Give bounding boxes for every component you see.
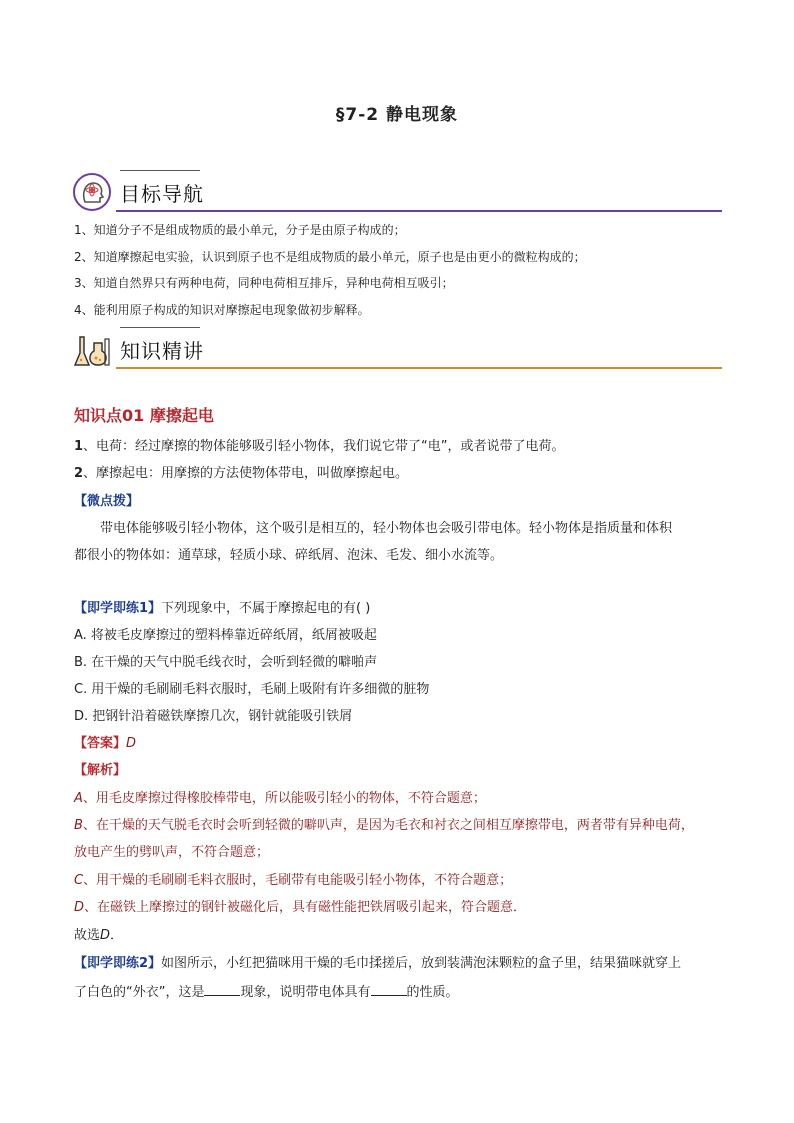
question-text: 了白色的“外衣”，这是: [74, 985, 205, 1000]
section-banner-knowledge: [72, 325, 722, 369]
analysis-letter: D: [74, 900, 85, 915]
question-option: C. 用干燥的毛刷刷毛料衣服时，毛刷上吸附有许多细微的脏物: [74, 682, 430, 697]
analysis-letter: A: [74, 791, 83, 806]
tip-label: 【微点拨】: [74, 494, 140, 509]
analysis-text: 放电产生的劈叭声，不符合题意；: [74, 845, 270, 860]
conclusion-letter: D: [100, 928, 111, 943]
question-text: 下列现象中，不属于摩擦起电的有( ): [161, 601, 371, 616]
analysis-line: [74, 816, 724, 836]
analysis-letter: B: [74, 818, 83, 833]
goal-item: 1、知道分子不是组成物质的最小单元，分子是由原子构成的；: [74, 223, 406, 237]
answer-line: [74, 734, 724, 754]
goal-item: 4、能利用原子构成的知识对摩擦起电现象做初步解释。: [74, 303, 370, 317]
page-title: §7-2 静电现象: [335, 105, 459, 125]
definition-text: 、电荷：经过摩擦的物体能够吸引轻小物体，我们说它带了“电”，或者说带了电荷。: [83, 439, 565, 454]
analysis-letter: C: [74, 873, 84, 888]
analysis-text: 、用干燥的毛刷刷毛料衣服时，毛刷带有电能吸引轻小物体，不符合题意；: [83, 873, 513, 888]
question-option: D. 把钢针沿着磁铁摩擦几次，钢针就能吸引铁屑: [74, 709, 353, 724]
conclusion-line: [74, 926, 724, 946]
analysis-line: [74, 843, 724, 863]
molecule-head-icon: [72, 172, 112, 212]
analysis-line: [74, 789, 724, 809]
question-option: B. 在干燥的天气中脱毛线衣时，会听到轻微的噼啪声: [74, 655, 378, 670]
definition-line: [74, 437, 724, 457]
analysis-text: 、在磁铁上摩擦过的钢针被磁化后，具有磁性能把铁屑吸引起来，符合题意．: [84, 900, 527, 915]
question-text: 的性质。: [406, 985, 459, 1000]
banner-top-line: [120, 170, 200, 171]
definition-text: 、摩擦起电：用摩擦的方法使物体带电，叫做摩擦起电。: [83, 466, 409, 481]
question-stem: [74, 954, 724, 974]
banner-rule: [116, 367, 722, 369]
definition-number: 2: [74, 466, 84, 481]
analysis-text: 、在干燥的天气脱毛衣时会听到轻微的噼叭声，是因为毛衣和衬衣之间相互摩擦带电，两者带有异种电荷，: [82, 818, 694, 833]
conclusion-suffix: ．: [110, 928, 124, 943]
analysis-line: [74, 871, 724, 891]
goal-item: 2、知道摩擦起电实验，认识到原子也不是组成物质的最小单元，原子也是由更小的微粒构成的；: [74, 250, 586, 264]
banner-label: 目标导航: [120, 182, 204, 206]
analysis-text: 、用毛皮摩擦过得橡胶棒带电，所以能吸引轻小的物体，不符合题意；: [82, 791, 486, 806]
goal-item: 3、知道自然界只有两种电荷，同种电荷相互排斥，异种电荷相互吸引；: [74, 276, 454, 290]
definition-line: [74, 464, 724, 484]
question-label: 【即学即练1】: [74, 601, 162, 616]
banner-label: 知识精讲: [120, 339, 204, 363]
fill-in-blank[interactable]: [371, 982, 407, 996]
definition-number: 1: [74, 439, 84, 454]
analysis-label: 【解析】: [74, 763, 127, 778]
tip-line: 带电体能够吸引轻小物体，这个吸引是相互的，轻小物体也会吸引带电体。轻小物体是指质量和体积: [100, 521, 673, 536]
answer-value: D: [126, 736, 137, 751]
conclusion-prefix: 故选: [74, 928, 101, 943]
question-stem-continued: [74, 982, 724, 1003]
tip-line: 都很小的物体如：通草球，轻质小球、碎纸屑、泡沫、毛发、细小水流等。: [74, 548, 504, 563]
answer-label: 【答案】: [74, 736, 127, 751]
knowledge-point-heading: 知识点01 摩擦起电: [74, 406, 214, 425]
question-text: 如图所示，小红把猫咪用干燥的毛巾揉搓后，放到装满泡沫颗粒的盒子里，结果猫咪就穿上: [161, 956, 682, 971]
question-stem: [74, 599, 724, 619]
question-option: A. 将被毛皮摩擦过的塑料棒靠近碎纸屑，纸屑被吸起: [74, 628, 377, 643]
banner-top-line: [120, 327, 200, 328]
analysis-line: [74, 898, 724, 918]
question-text: 现象，说明带电体具有: [240, 985, 371, 1000]
question-label: 【即学即练2】: [74, 956, 162, 971]
fill-in-blank[interactable]: [204, 982, 240, 996]
banner-rule: [116, 210, 722, 212]
chemistry-flask-icon: [72, 329, 112, 369]
section-banner-goals: [72, 168, 722, 212]
